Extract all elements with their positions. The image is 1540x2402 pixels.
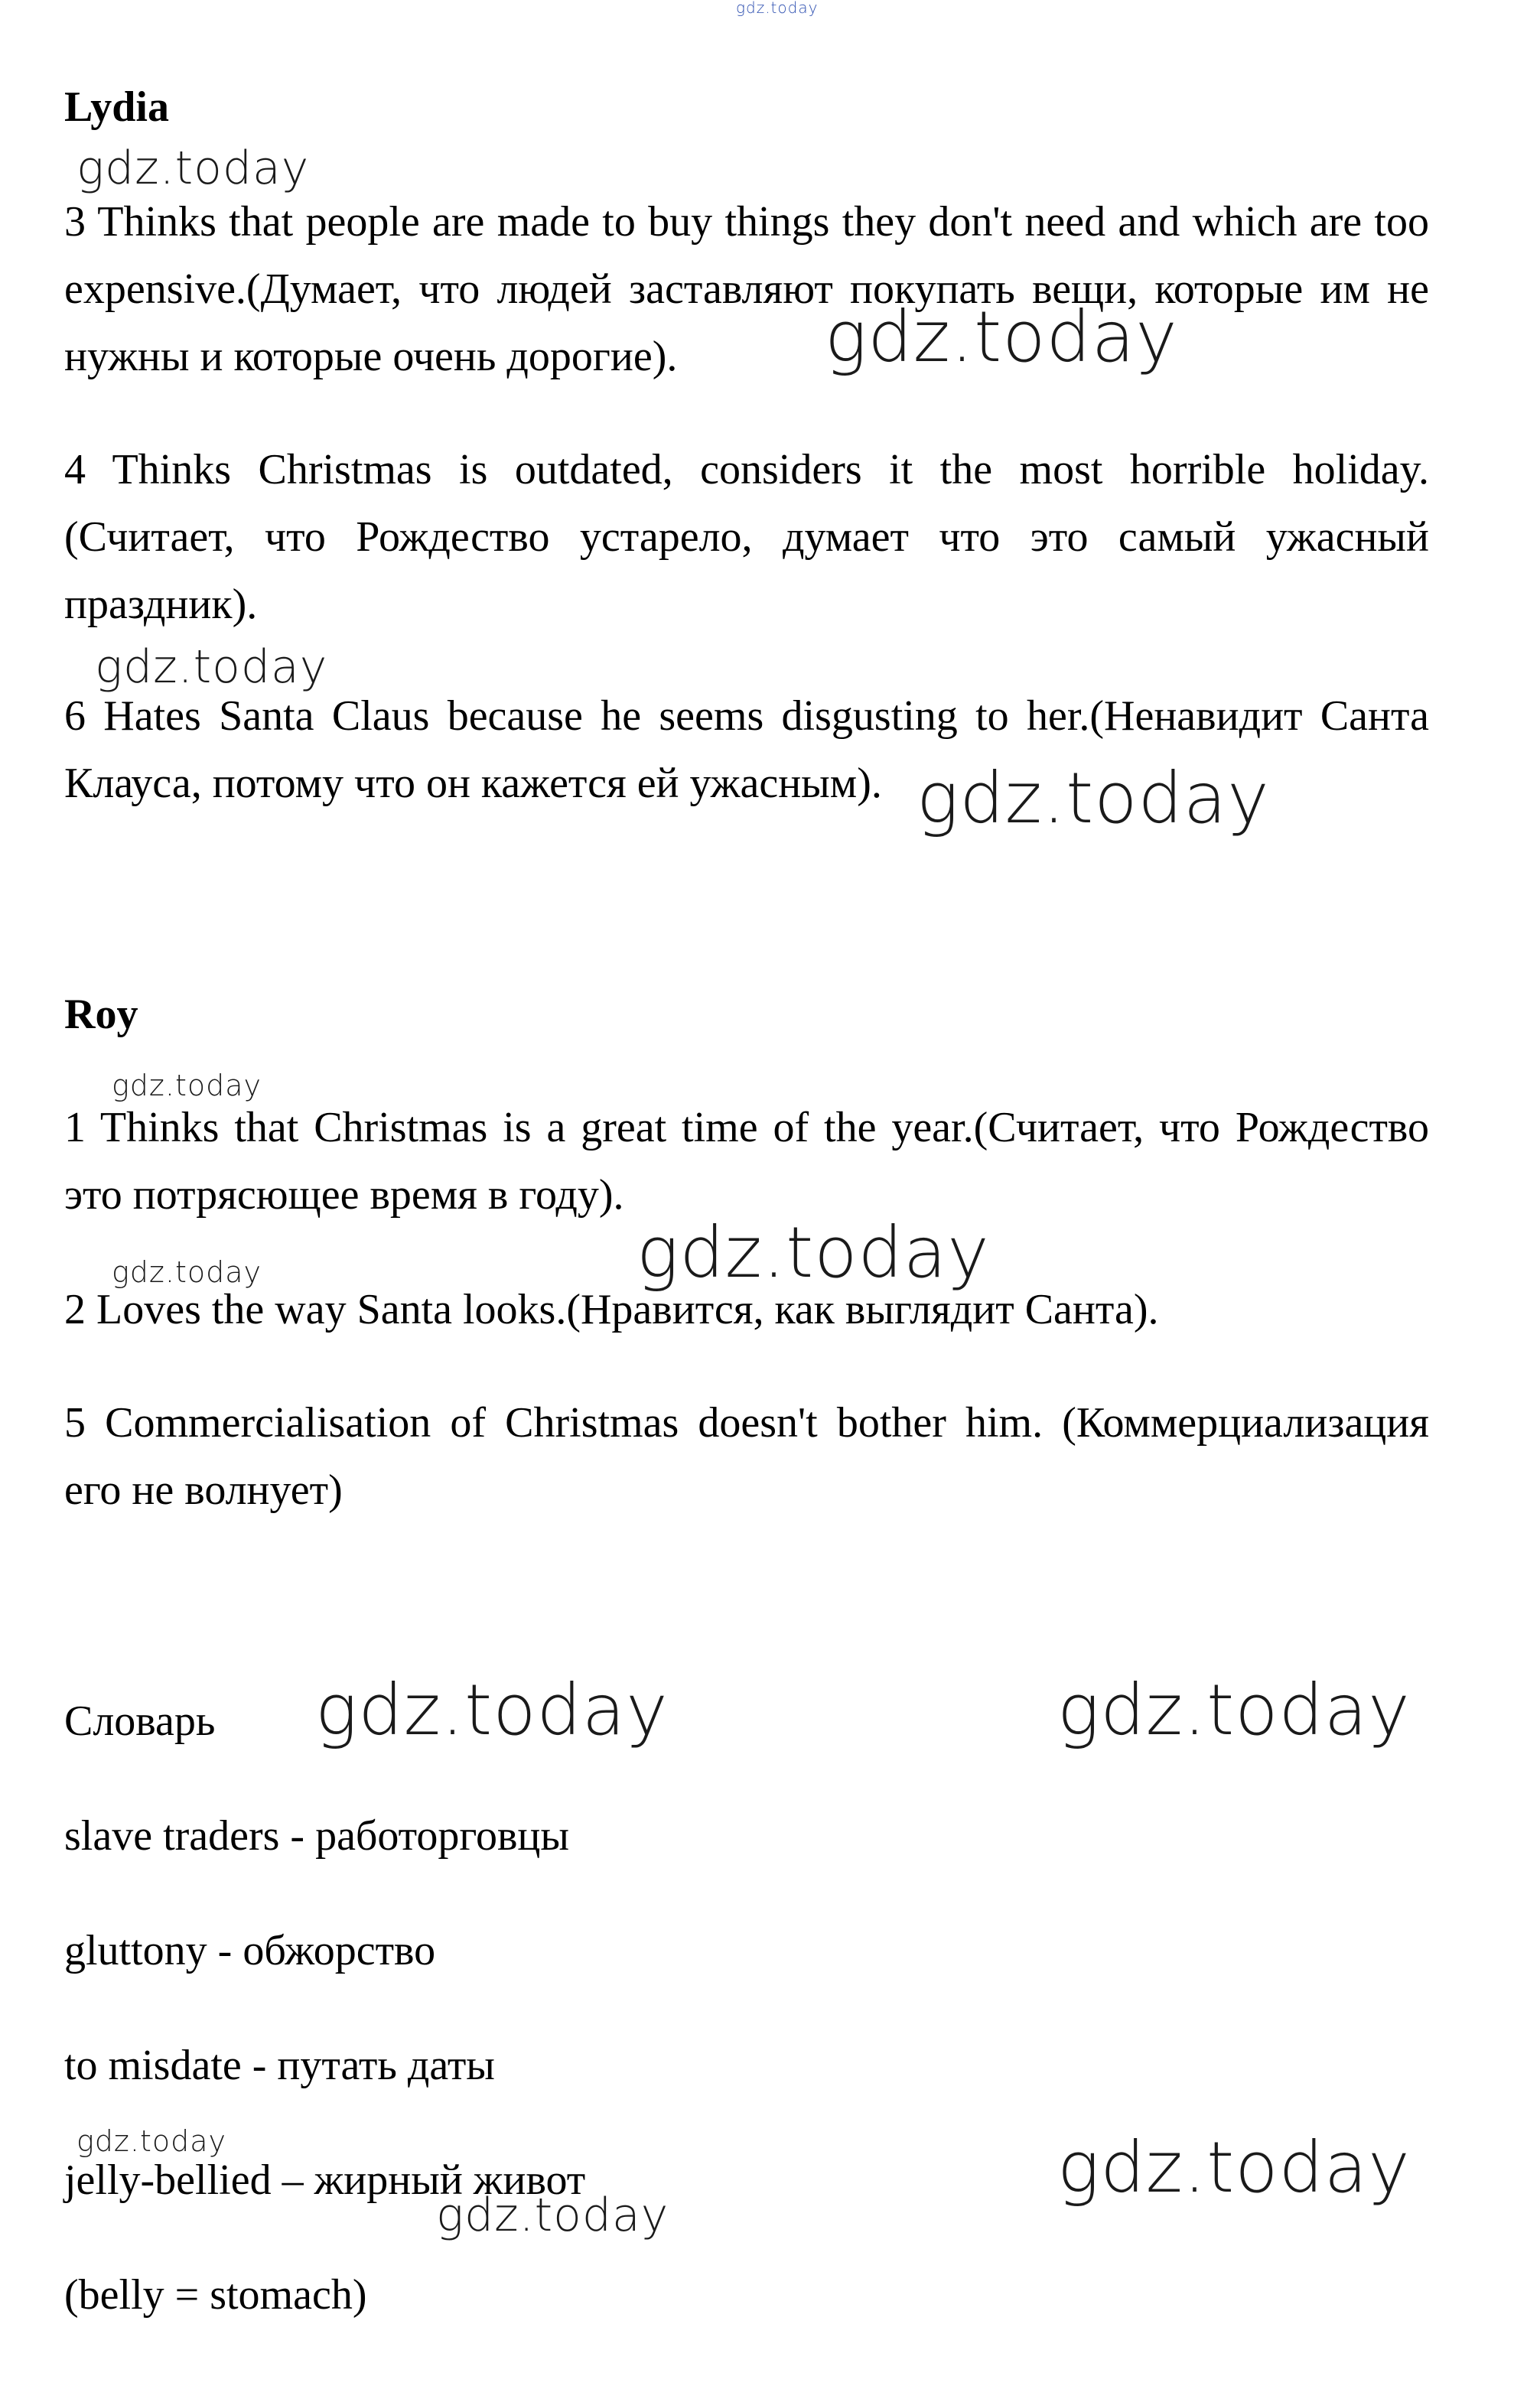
vocabulary-title: Словарь	[64, 1697, 216, 1745]
watermark: gdz.today	[95, 640, 328, 694]
roy-item-5: 5 Commercialisation of Christmas doesn't bother him. (Коммерциализация его не волнует)	[64, 1399, 1429, 1514]
roy-item-1: 1 Thinks that Christmas is a great time of the year.(Считает, что Рождество это потрясющее время в году).	[64, 1104, 1429, 1219]
vocabulary-entry: (belly = stomach)	[64, 2271, 367, 2319]
lydia-item-4: 4 Thinks Christmas is outdated, considers it the most horrible holiday.(Считает, что Рождество устарело, думает что это самый ужасный праздник).	[64, 446, 1429, 628]
section-title-roy: Roy	[64, 991, 138, 1038]
watermark: gdz.today	[917, 757, 1270, 839]
watermark: gdz.today	[436, 2189, 669, 2242]
section-title-lydia: Lydia	[64, 83, 169, 131]
vocabulary-entry: slave traders - работорговцы	[64, 1812, 570, 1860]
watermark: gdz.today	[1057, 2127, 1411, 2208]
watermark: gdz.today	[637, 1212, 990, 1294]
watermark: gdz.today	[77, 142, 310, 195]
vocabulary-entry: jelly-bellied – жирный живот	[64, 2156, 586, 2204]
watermark: gdz.today	[112, 1255, 262, 1289]
vocabulary-entry: gluttony - обжорство	[64, 1927, 436, 1974]
vocabulary-entry: to misdate - путать даты	[64, 2042, 495, 2089]
lydia-item-6: 6 Hates Santa Claus because he seems disgusting to her.(Ненавидит Санта Клауса, потому что он кажется ей ужасным).	[64, 692, 1429, 807]
roy-item-2: 2 Loves the way Santa looks.(Нравится, как выглядит Санта).	[64, 1286, 1159, 1333]
watermark: gdz.today	[736, 0, 819, 17]
watermark: gdz.today	[315, 1669, 669, 1751]
watermark: gdz.today	[1057, 1669, 1411, 1751]
lydia-item-3: 3 Thinks that people are made to buy things they don't need and which are too expensive.(Думает, что людей заставляют покупать вещи, которые им не нужны и которые очень дорогие).	[64, 198, 1429, 380]
watermark: gdz.today	[77, 2124, 226, 2158]
watermark: gdz.today	[825, 296, 1178, 378]
watermark: gdz.today	[112, 1069, 262, 1102]
